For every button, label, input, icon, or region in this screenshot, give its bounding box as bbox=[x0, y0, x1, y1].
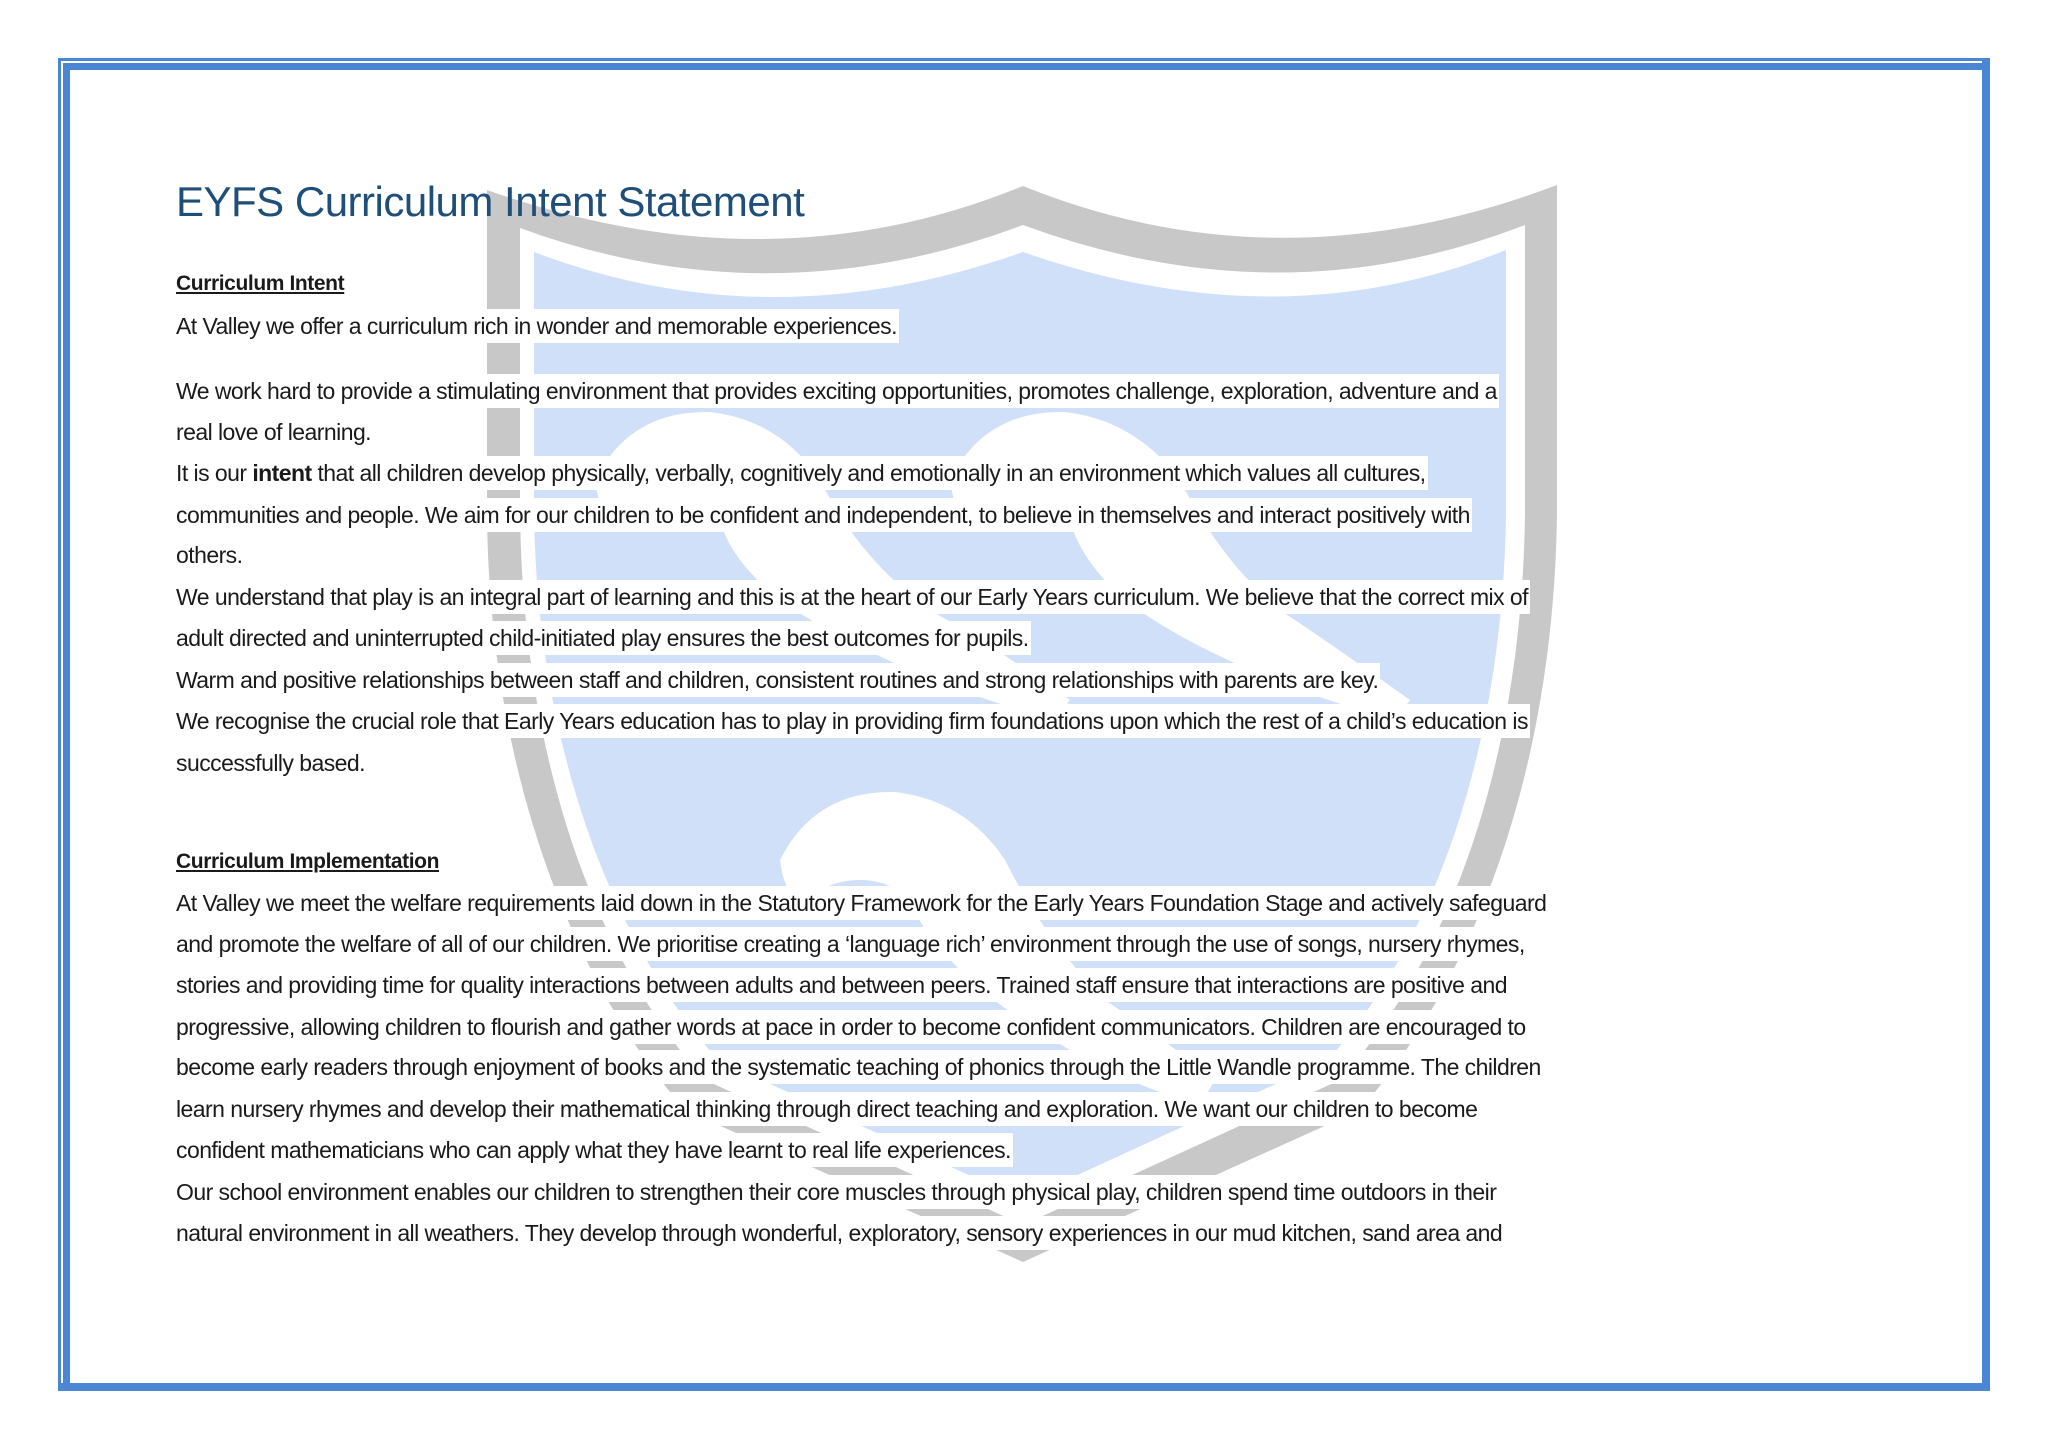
paragraph-line: confident mathematicians who can apply what they have learnt to real life experiences. bbox=[176, 1133, 1013, 1167]
paragraph-line: successfully based. bbox=[176, 746, 367, 780]
paragraph-line: real love of learning. bbox=[176, 415, 373, 449]
section-heading-implementation: Curriculum Implementation bbox=[176, 850, 440, 873]
paragraph-line: We recognise the crucial role that Early Years education has to play in providing firm foundations upon which the rest of a child’s education is bbox=[176, 704, 1530, 738]
paragraph-line: natural environment in all weathers. They develop through wonderful, exploratory, sensory experiences in our mud kitchen, sand area and bbox=[176, 1216, 1504, 1250]
paragraph-line-intent bbox=[176, 456, 1428, 490]
paragraph-line: communities and people. We aim for our children to be confident and independent, to believe in themselves and interact positively with bbox=[176, 498, 1472, 532]
text-run: that all children develop physically, verbally, cognitively and emotionally in an environment which values all cultures, bbox=[311, 460, 1426, 486]
paragraph-line: learn nursery rhymes and develop their mathematical thinking through direct teaching and exploration. We want our children to become bbox=[176, 1092, 1479, 1126]
text-run: It is our bbox=[176, 460, 253, 486]
page-title: EYFS Curriculum Intent Statement bbox=[176, 178, 805, 225]
paragraph-line: Warm and positive relationships between staff and children, consistent routines and strong relationships with parents are key. bbox=[176, 663, 1380, 697]
section-heading-intent: Curriculum Intent bbox=[176, 272, 345, 295]
bold-keyword: intent bbox=[252, 460, 312, 486]
paragraph-line: At Valley we offer a curriculum rich in wonder and memorable experiences. bbox=[176, 309, 899, 343]
paragraph-line: progressive, allowing children to flourish and gather words at pace in order to become confident communicators. Children are encouraged to bbox=[176, 1010, 1528, 1044]
paragraph-line: We understand that play is an integral part of learning and this is at the heart of our Early Years curriculum. We believe that the correct mix of bbox=[176, 580, 1530, 614]
paragraph-line: stories and providing time for quality interactions between adults and between peers. Trained staff ensure that interactions are positive and bbox=[176, 968, 1509, 1002]
paragraph-line: become early readers through enjoyment of books and the systematic teaching of phonics through the Little Wandle programme. The children bbox=[176, 1050, 1543, 1084]
paragraph-line: adult directed and uninterrupted child-initiated play ensures the best outcomes for pupils. bbox=[176, 621, 1031, 655]
paragraph-line: We work hard to provide a stimulating environment that provides exciting opportunities, promotes challenge, exploration, adventure and a bbox=[176, 374, 1499, 408]
paragraph-line: At Valley we meet the welfare requirements laid down in the Statutory Framework for the Early Years Foundation Stage and actively safeguard bbox=[176, 886, 1548, 920]
paragraph-line: and promote the welfare of all of our children. We prioritise creating a ‘language rich’ environment through the use of songs, nursery rhymes, bbox=[176, 927, 1527, 961]
paragraph-line: others. bbox=[176, 538, 244, 572]
paragraph-line: Our school environment enables our children to strengthen their core muscles through physical play, children spend time outdoors in their bbox=[176, 1175, 1498, 1209]
